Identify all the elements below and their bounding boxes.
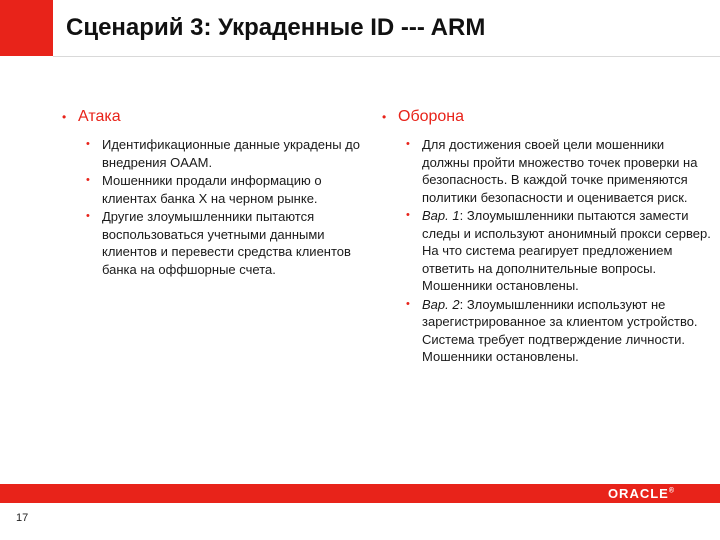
title-accent-block (0, 0, 53, 56)
bullet-icon: • (62, 110, 67, 124)
page-number: 17 (16, 512, 29, 524)
defense-item-text: Для достижения своей цели мошенники должны пройти множество точек проверки на безопасность. В каждой точке применяются политики безопасности и оценивается риск. (422, 137, 698, 205)
oracle-logo (608, 486, 674, 501)
defense-item (406, 296, 712, 366)
attack-item-text: Мошенники продали информацию о клиентах банка X на черном рынке. (102, 173, 322, 206)
defense-item (406, 136, 712, 206)
attack-item (86, 136, 372, 171)
defense-heading (382, 108, 712, 126)
bullet-icon: • (382, 110, 387, 124)
title-divider (53, 56, 720, 57)
bullet-icon: • (406, 138, 410, 150)
bullet-icon: • (406, 297, 410, 310)
bullet-icon: • (406, 209, 410, 221)
variant-label: Вар. 1 (422, 208, 460, 223)
defense-item-text: : Злоумышленники пытаются замести следы и используют анонимный прокси сервер. На что система реагирует предложением ответить на дополнительные вопросы. Мошенники остановлены. (422, 208, 711, 293)
bullet-icon: • (86, 138, 90, 150)
attack-item (86, 172, 372, 207)
defense-heading-label: Оборона (398, 108, 465, 125)
attack-list (62, 136, 372, 278)
attack-heading (62, 108, 372, 126)
attack-column (62, 108, 372, 279)
attack-item-text: Идентификационные данные украдены до внедрения OAAM. (102, 137, 360, 170)
slide-title: Сценарий 3: Украденные ID --- ARM (66, 14, 486, 41)
bullet-icon: • (86, 174, 90, 186)
attack-item (86, 208, 372, 278)
defense-column (382, 108, 712, 367)
variant-label: Вар. 2 (422, 296, 460, 312)
registered-mark: ® (668, 487, 674, 495)
defense-list (382, 136, 712, 366)
defense-item-text: : Злоумышленники используют не зарегистрированное за клиентом устройство. Система требует подтверждение личности. Мошенники остановлены. (422, 296, 698, 364)
defense-item (406, 207, 712, 295)
attack-heading-label: Атака (78, 108, 121, 125)
attack-item-text: Другие злоумышленники пытаются воспользоваться учетными данными клиентов и перевести средства клиентов банка на оффшорные счета. (102, 209, 351, 277)
bullet-icon: • (86, 210, 90, 222)
oracle-logo-text: ORACLE (607, 486, 669, 501)
